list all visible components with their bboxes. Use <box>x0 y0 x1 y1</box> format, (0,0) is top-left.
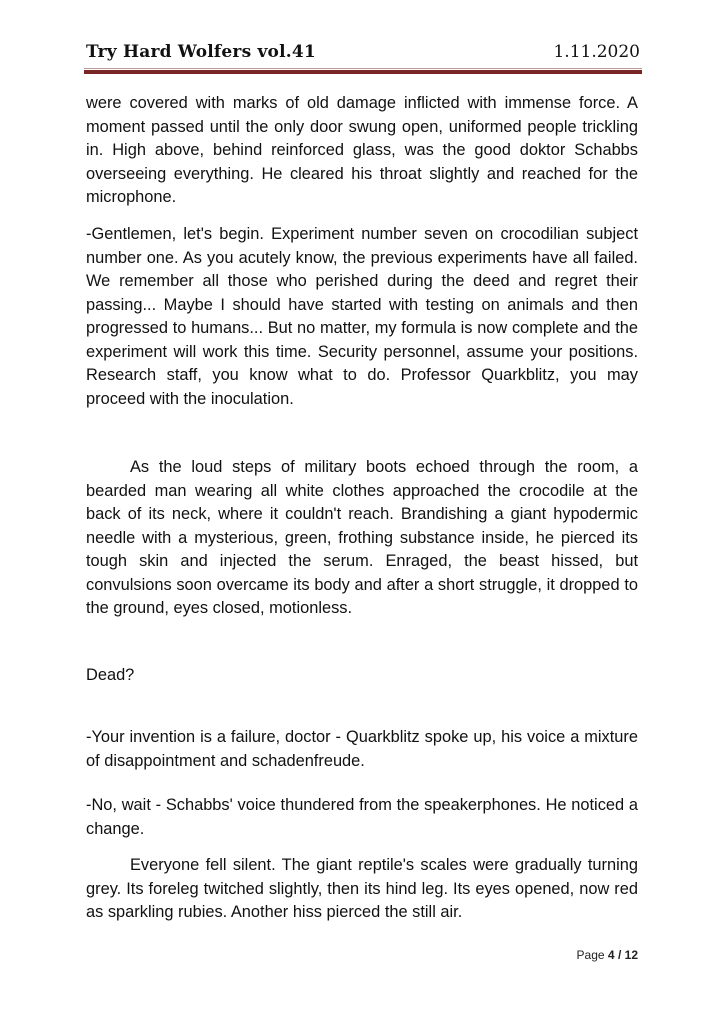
paragraph-2 <box>86 223 638 411</box>
page-header <box>86 42 640 68</box>
paragraph-text: Everyone fell silent. The giant reptile's scales were gradually turning grey. Its foreleg twitched slightly, then its hind leg. Its eyes opened, now red as sparkling rubies. Another hiss pierced the still air. <box>86 856 638 921</box>
page-footer <box>577 948 638 962</box>
paragraph-text: were covered with marks of old damage inflicted with immense force. A moment passed until the only door swung open, uniformed people trickling in. High above, behind reinforced glass, was the good doktor Schabbs overseeing everything. He cleared his throat slightly and reached for the microphone. <box>86 94 638 206</box>
paragraph-text: -Your invention is a failure, doctor - Quarkblitz spoke up, his voice a mixture of disappointment and schadenfreude. <box>86 728 638 770</box>
publication-date: 1.11.2020 <box>553 42 640 62</box>
paragraph-6 <box>86 794 638 841</box>
paragraph-text: As the loud steps of military boots echoed through the room, a bearded man wearing all white clothes approached the crocodile at the back of its neck, where it couldn't reach. Brandishing a giant hypodermic needle with a mysterious, green, frothing substance inside, he pierced its tough skin and injected the serum. Enraged, the beast hissed, but convulsions soon overcame its body and after a short struggle, it dropped to the ground, eyes closed, motionless. <box>86 458 638 617</box>
total-pages: 12 <box>624 948 638 962</box>
paragraph-text: -Gentlemen, let's begin. Experiment number seven on crocodilian subject number one. As you acutely know, the previous experiments have all failed. We remember all those who perished during the deed and regret their passing... Maybe I should have started with testing on animals and then progressed to humans... But no matter, my formula is now complete and the experiment will work this time. Security personnel, assume your positions. Research staff, you know what to do. Professor Quarkblitz, you may proceed with the inoculation. <box>86 225 638 408</box>
header-rule-thin <box>84 68 642 69</box>
paragraph-3 <box>86 456 638 621</box>
paragraph-text: Dead? <box>86 666 135 684</box>
page-separator: / <box>617 948 622 962</box>
header-rule-thick <box>84 70 642 74</box>
paragraph-5 <box>86 726 638 773</box>
paragraph-7 <box>86 854 638 925</box>
publication-title: Try Hard Wolfers vol.41 <box>86 42 316 62</box>
paragraph-1 <box>86 92 638 210</box>
page-label: Page <box>576 948 605 962</box>
paragraph-text: -No, wait - Schabbs' voice thundered from the speakerphones. He noticed a change. <box>86 796 638 838</box>
current-page-number: 4 <box>607 948 615 962</box>
paragraph-4 <box>86 664 638 688</box>
